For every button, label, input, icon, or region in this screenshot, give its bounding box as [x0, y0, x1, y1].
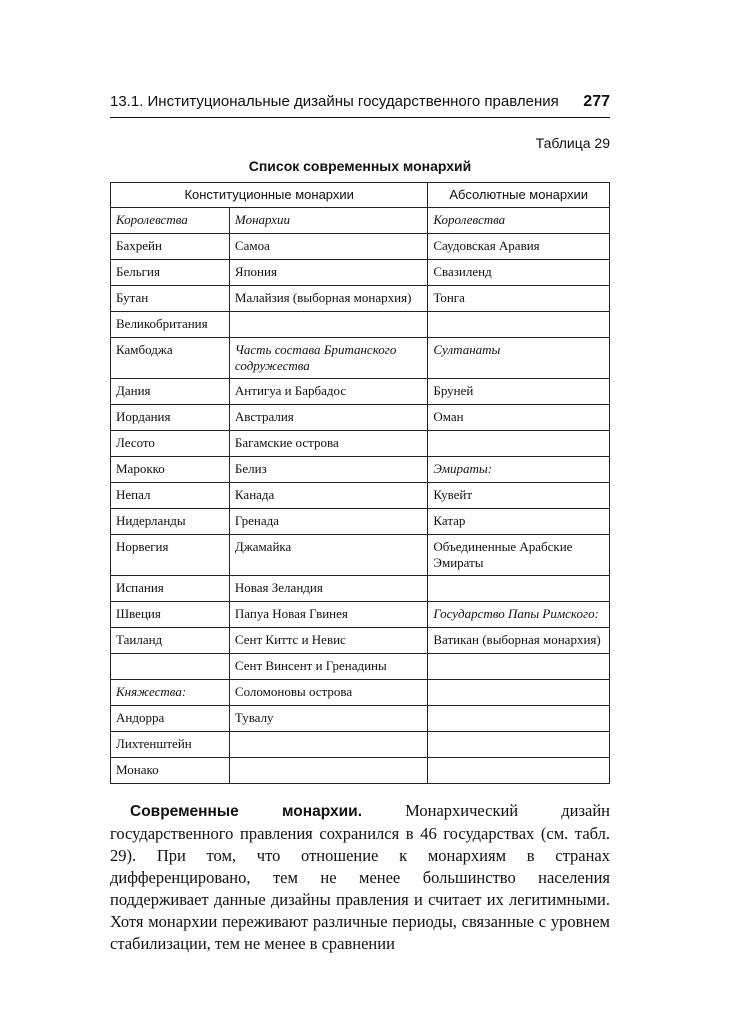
- table-cell: Япония: [229, 260, 427, 286]
- table-cell: Самоа: [229, 234, 427, 260]
- table-cell: Багамские острова: [229, 431, 427, 457]
- monarchies-table: [110, 182, 610, 784]
- table-cell: Марокко: [111, 457, 230, 483]
- table-cell: Непал: [111, 483, 230, 509]
- table-row: [111, 208, 610, 234]
- table-label: Таблица 29: [535, 135, 610, 151]
- table-row: [111, 732, 610, 758]
- table-row: [111, 312, 610, 338]
- table-body: [111, 208, 610, 784]
- table-cell: [428, 706, 610, 732]
- table-cell: Эмираты:: [428, 457, 610, 483]
- table-cell: Объединенные Арабские Эмираты: [428, 535, 610, 576]
- table-cell: Свазиленд: [428, 260, 610, 286]
- table-cell: Гренада: [229, 509, 427, 535]
- table-cell: Королевства: [111, 208, 230, 234]
- table-cell: Иордания: [111, 405, 230, 431]
- table-cell: Бутан: [111, 286, 230, 312]
- table-cell: Ватикан (выборная монархия): [428, 628, 610, 654]
- table-cell: [428, 758, 610, 784]
- table-cell: Бруней: [428, 379, 610, 405]
- table-cell: [229, 732, 427, 758]
- table-cell: Часть состава Британского содружества: [229, 338, 427, 379]
- table-cell: Испания: [111, 576, 230, 602]
- table-cell: [428, 431, 610, 457]
- table-cell: [111, 654, 230, 680]
- table-row: [111, 260, 610, 286]
- table-cell: Государство Папы Римского:: [428, 602, 610, 628]
- table-cell: Тувалу: [229, 706, 427, 732]
- table-caption: Список современных монархий: [248, 158, 472, 174]
- table-row: [111, 431, 610, 457]
- table-cell: [428, 654, 610, 680]
- table-row: [111, 286, 610, 312]
- table-cell: Андорра: [111, 706, 230, 732]
- table-cell: Бельгия: [111, 260, 230, 286]
- table-cell: Швеция: [111, 602, 230, 628]
- table-row: [111, 234, 610, 260]
- table-cell: Новая Зеландия: [229, 576, 427, 602]
- table-cell: Великобритания: [111, 312, 230, 338]
- table-cell: Тонга: [428, 286, 610, 312]
- table-cell: Королевства: [428, 208, 610, 234]
- header-constitutional: Конституционные монархии: [111, 183, 428, 208]
- table-cell: Сент Киттс и Невис: [229, 628, 427, 654]
- table-row: [111, 338, 610, 379]
- table-cell: Нидерланды: [111, 509, 230, 535]
- table-cell: Катар: [428, 509, 610, 535]
- table-cell: Соломоновы острова: [229, 680, 427, 706]
- table-cell: Белиз: [229, 457, 427, 483]
- table-cell: [229, 312, 427, 338]
- page-number: 277: [583, 93, 610, 110]
- table-cell: Малайзия (выборная монархия): [229, 286, 427, 312]
- table-cell: [428, 312, 610, 338]
- table-cell: Папуа Новая Гвинея: [229, 602, 427, 628]
- table-cell: Австралия: [229, 405, 427, 431]
- body-paragraph: [110, 800, 610, 955]
- table-cell: Сент Винсент и Гренадины: [229, 654, 427, 680]
- table-cell: Таиланд: [111, 628, 230, 654]
- running-title: 13.1. Институциональные дизайны государственного правления: [110, 93, 559, 110]
- table-cell: Норвегия: [111, 535, 230, 576]
- table-row: [111, 483, 610, 509]
- table-row: [111, 405, 610, 431]
- table-cell: [428, 680, 610, 706]
- table-row: [111, 654, 610, 680]
- table-cell: Оман: [428, 405, 610, 431]
- table-cell: Кувейт: [428, 483, 610, 509]
- table-row: [111, 706, 610, 732]
- table-cell: [229, 758, 427, 784]
- table-cell: Антигуа и Барбадос: [229, 379, 427, 405]
- table-header-row: [111, 183, 610, 208]
- table-cell: Дания: [111, 379, 230, 405]
- table-cell: Монархии: [229, 208, 427, 234]
- table-row: [111, 509, 610, 535]
- table-cell: Саудовская Аравия: [428, 234, 610, 260]
- table-cell: Камбоджа: [111, 338, 230, 379]
- header-absolute: Абсолютные монархии: [428, 183, 610, 208]
- paragraph-text: Монархический дизайн государственного правления сохранился в 46 государствах (см. табл. 29). При том, что отношение к монархиям в странах дифференцировано, тем не менее большинство населения поддерживает данные дизайны правления и считает их легитимными. Хотя монархии переживают различные периоды, связанные с уровнем стабилизации, тем не менее в сравнении: [110, 801, 610, 953]
- table-cell: Джамайка: [229, 535, 427, 576]
- table-cell: [428, 732, 610, 758]
- table-cell: Лихтенштейн: [111, 732, 230, 758]
- table-row: [111, 602, 610, 628]
- table-row: [111, 379, 610, 405]
- table-row: [111, 535, 610, 576]
- table-cell: Монако: [111, 758, 230, 784]
- table-row: [111, 576, 610, 602]
- running-header: [110, 93, 610, 118]
- table-row: [111, 457, 610, 483]
- table-cell: Бахрейн: [111, 234, 230, 260]
- table-cell: Канада: [229, 483, 427, 509]
- table-cell: [428, 576, 610, 602]
- table-row: [111, 758, 610, 784]
- table-row: [111, 628, 610, 654]
- table-row: [111, 680, 610, 706]
- table-cell: Княжества:: [111, 680, 230, 706]
- table-cell: Султанаты: [428, 338, 610, 379]
- table-cell: Лесото: [111, 431, 230, 457]
- paragraph-lead: Современные монархии.: [130, 803, 362, 820]
